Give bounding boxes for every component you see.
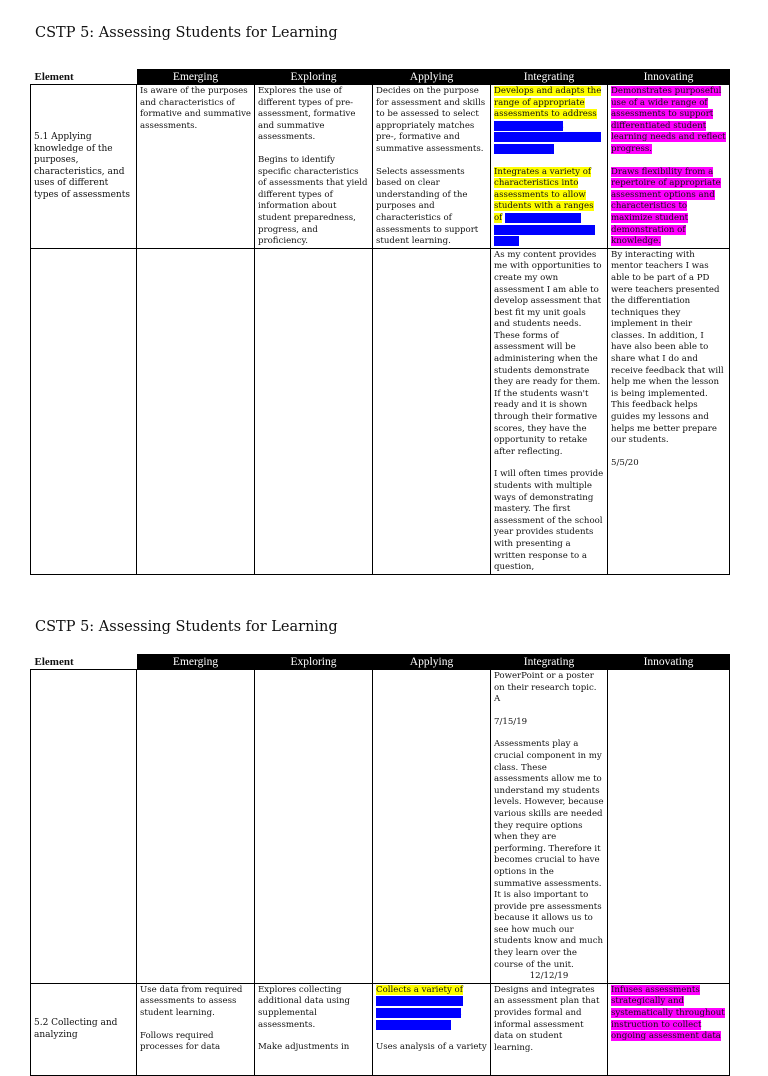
element-cell: 5.1 Applying knowledge of the purposes, characteristics, and uses of different types of assessments — [31, 85, 137, 249]
evidence-text: By interacting with mentor teachers I was able to be part of a PD were teachers presented the differentiation techniques they implement in their classes. In addition, I have also been able to share what I do and receive feedback that will help me when the lesson is being implemented. This feedback helps guides my lessons and helps me better prepare our students. — [611, 249, 724, 446]
cell-text: Decides on the purpose for assessment and skills to be assessed to select appropriately matches pre-, formative and summative assessments. — [376, 86, 486, 154]
innovating-cell — [608, 85, 730, 249]
exploring-cell-empty — [255, 248, 373, 574]
header-emerging: Emerging — [137, 654, 255, 670]
evidence-date: 7/15/19 — [494, 716, 528, 727]
cell-text: Is aware of the purposes and characteristics of formative and summative assessments. — [140, 86, 252, 131]
emerging-cell — [137, 85, 255, 249]
cell-text: Explores the use of different types of pre-assessment, formative and summative assessments. — [258, 86, 356, 143]
innovating-evidence-cell — [608, 248, 730, 574]
header-emerging: Emerging — [137, 69, 255, 85]
cell-text — [494, 86, 604, 156]
highlight-magenta: Draws flexibility from a repertoire of appropriate assessment options and characteristics to maximize student demonstration of knowledge. — [611, 166, 721, 247]
cell-text — [611, 86, 726, 156]
header-exploring: Exploring — [255, 69, 373, 85]
exploring-cell-empty — [255, 670, 373, 984]
header-innovating: Innovating — [608, 654, 730, 670]
exploring-cell — [255, 983, 373, 1075]
highlight-yellow: Develops and adapts the range of appropriate assessments to address — [494, 86, 602, 120]
rubric-table — [30, 654, 730, 1076]
highlight-blue: questions about students' learning needs and progress. — [494, 120, 602, 154]
evidence-date: 5/5/20 — [611, 457, 639, 468]
header-exploring: Exploring — [255, 654, 373, 670]
cell-text — [611, 985, 726, 1043]
table-row — [31, 248, 730, 574]
header-row — [31, 654, 730, 670]
highlight-blue: formal and informal assessment data on student learning. — [376, 996, 463, 1030]
header-integrating: Integrating — [491, 654, 608, 670]
evidence-text: As my content provides me with opportunities to create my own assessment I am able to develop assessment that best fit my unit goals and students needs. These forms of assessment will be administering when the students demonstrate they are ready for them. If the students wasn't ready and it is shown through their formative scores, they have the opportunity to retake after reflecting. — [494, 249, 602, 457]
innovating-cell-empty — [608, 670, 730, 984]
header-innovating: Innovating — [608, 69, 730, 85]
cell-text: Make adjustments in — [258, 1042, 350, 1053]
page-title: CSTP 5: Assessing Students for Learning — [35, 25, 338, 41]
cell-text — [611, 167, 726, 248]
cell-text: Selects assessments based on clear understanding of the purposes and characteristics of assessments to support student learning. — [376, 166, 479, 247]
highlight-yellow: Collects a variety of — [376, 984, 463, 995]
cell-text: Designs and integrates an assessment plan that provides formal and informal assessment data on student learning. — [494, 984, 600, 1053]
cell-text: Begins to identify specific characteristics of assessments that yield different types of information about student preparedness, progress, and proficiency. — [258, 154, 368, 247]
element-cell: 5.2 Collecting and analyzing — [31, 983, 137, 1075]
cell-text: Follows required processes for data — [140, 1030, 221, 1053]
header-integrating: Integrating — [491, 69, 608, 85]
applying-cell-empty — [373, 670, 491, 984]
cell-text — [494, 167, 604, 248]
integrating-evidence-cell — [491, 670, 608, 984]
table-row — [31, 85, 730, 249]
integrating-cell — [491, 85, 608, 249]
cell-text — [376, 985, 487, 1031]
header-element: Element — [31, 654, 137, 670]
integrating-cell — [491, 983, 608, 1075]
evidence-text: I will often times provide students with multiple ways of demonstrating mastery. The first assessment of the school year provides students with presenting a written response to a question, — [494, 469, 604, 573]
table-row — [31, 670, 730, 984]
header-element: Element — [31, 69, 137, 85]
table-row — [31, 983, 730, 1075]
element-cell-empty — [31, 670, 137, 984]
cell-text: Explores collecting additional data using supplemental assessments. — [258, 984, 351, 1030]
integrating-evidence-cell — [491, 248, 608, 574]
highlight-magenta: Demonstrates purposeful use of a wide range of assessments to support differentiated student learning needs and reflect progress. — [611, 86, 726, 154]
applying-cell-empty — [373, 248, 491, 574]
highlight-yellow: Integrates a variety of characteristics into assessments to allow students with a ranges of — [494, 166, 594, 223]
header-row — [31, 69, 730, 85]
page-title: CSTP 5: Assessing Students for Learning — [35, 619, 338, 635]
cell-text: Uses analysis of a variety — [376, 1042, 487, 1053]
evidence-text: Assessments play a crucial component in my class. These assessments allow me to understand my students levels. However, because various skills are needed they require options when they are performing. Therefore it becomes crucial to have options in the summative assessments. It is also important to provide pre assessments because it allows us to see how much our students know and much they learn over the course of the unit. — [494, 739, 604, 970]
applying-cell — [373, 983, 491, 1075]
innovating-cell — [608, 983, 730, 1075]
rubric-table — [30, 69, 730, 575]
evidence-text: PowerPoint or a poster on their research topic. A — [494, 671, 597, 705]
highlight-magenta: Infuses assessments strategically and systematically throughout instruction to collect ongoing assessment data — [611, 984, 725, 1042]
header-applying: Applying — [373, 654, 491, 670]
emerging-cell-empty — [137, 248, 255, 574]
emerging-cell — [137, 983, 255, 1075]
element-cell-empty — [31, 248, 137, 574]
exploring-cell — [255, 85, 373, 249]
cell-text: Use data from required assessments to assess student learning. — [140, 984, 243, 1019]
evidence-date: 12/12/19 — [529, 971, 569, 982]
emerging-cell-empty — [137, 670, 255, 984]
applying-cell — [373, 85, 491, 249]
highlight-blue: learning needs to demonstrate what they know. — [494, 212, 595, 247]
header-applying: Applying — [373, 69, 491, 85]
